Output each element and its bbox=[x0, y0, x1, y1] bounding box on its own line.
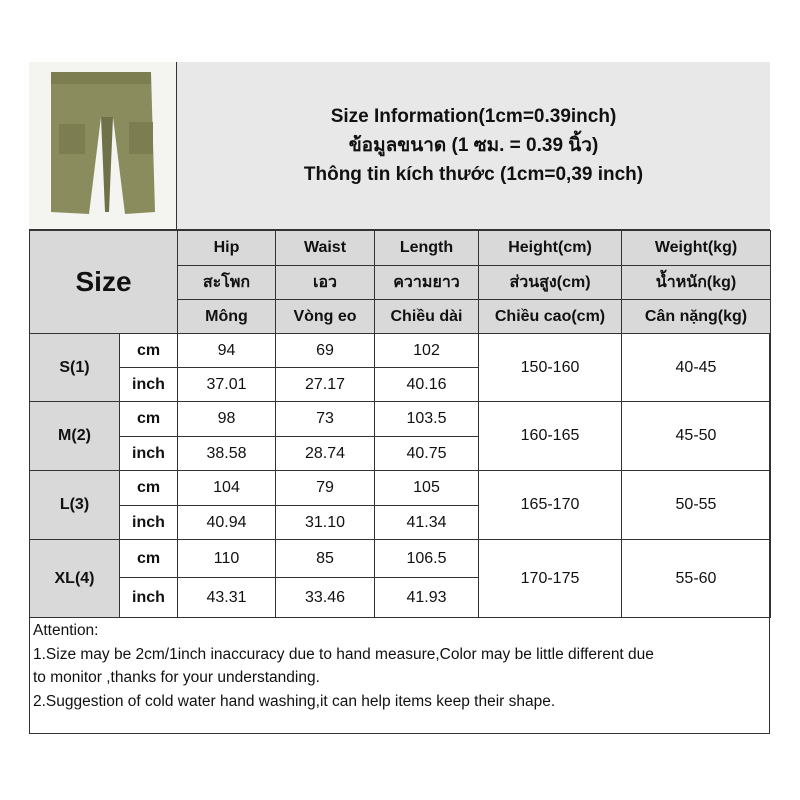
table-cell: 98 bbox=[178, 402, 276, 437]
table-cell: 94 bbox=[178, 334, 276, 368]
cargo-pants-photo-icon bbox=[29, 62, 176, 229]
unit-inch: inch bbox=[120, 578, 178, 618]
size-label-l: L(3) bbox=[30, 471, 120, 540]
col-weight-vi: Cân nặng(kg) bbox=[622, 300, 771, 334]
attention-notes bbox=[33, 619, 763, 713]
note-1: 1.Size may be 2cm/1inch inaccuracy due to hand measure,Color may be little different due bbox=[33, 645, 654, 663]
title-english: Size Information(1cm=0.39inch) bbox=[330, 106, 617, 127]
size-header: Size bbox=[30, 231, 178, 334]
unit-cm: cm bbox=[120, 402, 178, 437]
table-cell: 33.46 bbox=[276, 578, 375, 618]
title-vietnamese: Thông tin kích thước (1cm=0,39 inch) bbox=[303, 164, 644, 185]
table-cell: 38.58 bbox=[178, 437, 276, 471]
height-range: 170-175 bbox=[479, 540, 622, 618]
weight-range: 45-50 bbox=[622, 402, 771, 471]
table-cell: 79 bbox=[276, 471, 375, 506]
height-range: 150-160 bbox=[479, 334, 622, 402]
unit-inch: inch bbox=[120, 368, 178, 402]
unit-cm: cm bbox=[120, 540, 178, 578]
weight-range: 50-55 bbox=[622, 471, 771, 540]
table-cell: 41.93 bbox=[375, 578, 479, 618]
table-cell: 102 bbox=[375, 334, 479, 368]
col-weight-th: น้ำหนัก(kg) bbox=[622, 266, 771, 300]
table-cell: 40.16 bbox=[375, 368, 479, 402]
note-1-continued: to monitor ,thanks for your understanding. bbox=[33, 669, 320, 686]
col-height-en: Height(cm) bbox=[479, 231, 622, 266]
height-range: 165-170 bbox=[479, 471, 622, 540]
table-cell: 105 bbox=[375, 471, 479, 506]
product-photo bbox=[29, 62, 177, 230]
table-cell: 85 bbox=[276, 540, 375, 578]
table-cell: 40.75 bbox=[375, 437, 479, 471]
table-cell: 43.31 bbox=[178, 578, 276, 618]
unit-cm: cm bbox=[120, 334, 178, 368]
height-range: 160-165 bbox=[479, 402, 622, 471]
table-cell: 37.01 bbox=[178, 368, 276, 402]
size-table bbox=[29, 230, 771, 618]
weight-range: 40-45 bbox=[622, 334, 771, 402]
col-waist-th: เอว bbox=[276, 266, 375, 300]
col-hip-vi: Mông bbox=[178, 300, 276, 334]
col-length-en: Length bbox=[375, 231, 479, 266]
table-cell: 103.5 bbox=[375, 402, 479, 437]
col-waist-en: Waist bbox=[276, 231, 375, 266]
table-cell: 110 bbox=[178, 540, 276, 578]
size-information-header bbox=[177, 62, 770, 230]
table-cell: 106.5 bbox=[375, 540, 479, 578]
unit-inch: inch bbox=[120, 506, 178, 540]
table-cell: 73 bbox=[276, 402, 375, 437]
size-label-m: M(2) bbox=[30, 402, 120, 471]
col-waist-vi: Vòng eo bbox=[276, 300, 375, 334]
col-hip-th: สะโพก bbox=[178, 266, 276, 300]
unit-cm: cm bbox=[120, 471, 178, 506]
table-cell: 27.17 bbox=[276, 368, 375, 402]
attention-heading: Attention: bbox=[33, 622, 99, 639]
col-hip-en: Hip bbox=[178, 231, 276, 266]
table-cell: 41.34 bbox=[375, 506, 479, 540]
title-thai: ข้อมูลขนาด (1 ซม. = 0.39 นิ้ว) bbox=[348, 135, 599, 156]
table-cell: 69 bbox=[276, 334, 375, 368]
size-label-xl: XL(4) bbox=[30, 540, 120, 618]
size-label-s: S(1) bbox=[30, 334, 120, 402]
col-length-vi: Chiều dài bbox=[375, 300, 479, 334]
col-height-th: ส่วนสูง(cm) bbox=[479, 266, 622, 300]
table-cell: 28.74 bbox=[276, 437, 375, 471]
note-2: 2.Suggestion of cold water hand washing,it can help items keep their shape. bbox=[33, 692, 556, 710]
col-length-th: ความยาว bbox=[375, 266, 479, 300]
weight-range: 55-60 bbox=[622, 540, 771, 618]
table-cell: 40.94 bbox=[178, 506, 276, 540]
table-cell: 31.10 bbox=[276, 506, 375, 540]
col-height-vi: Chiều cao(cm) bbox=[479, 300, 622, 334]
table-cell: 104 bbox=[178, 471, 276, 506]
unit-inch: inch bbox=[120, 437, 178, 471]
col-weight-en: Weight(kg) bbox=[622, 231, 771, 266]
